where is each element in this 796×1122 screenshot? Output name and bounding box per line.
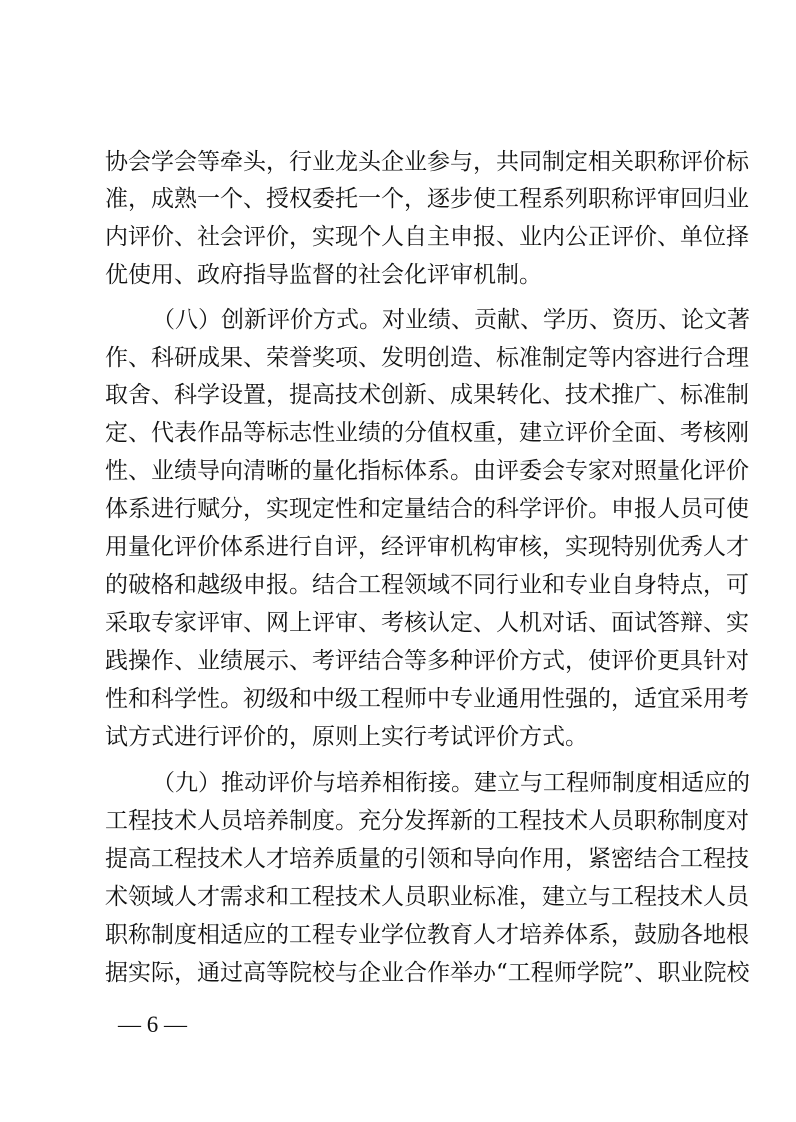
text-line-10: 体系进行赋分，实现定性和定量结合的科学评价。申报人员可使 xyxy=(105,496,749,522)
section-9-heading-line: （九）推动评价与培养相衔接。建立与工程师制度相适应的 xyxy=(152,770,750,796)
text-line-20: 术领域人才需求和工程技术人员职业标准，建立与工程技术人员 xyxy=(105,884,749,910)
text-line-15: 性和科学性。初级和中级工程师中专业通用性强的，适宜采用考 xyxy=(105,686,749,712)
page-number: — 6 — xyxy=(118,1012,187,1037)
text-line-12: 的破格和越级申报。结合工程领域不同行业和专业自身特点，可 xyxy=(105,572,749,598)
text-line-16: 试方式进行评价的，原则上实行考试评价方式。 xyxy=(105,724,588,750)
text-line-2: 准，成熟一个、授权委托一个，逐步使工程系列职称评审回归业 xyxy=(105,186,749,212)
text-line-6: 作、科研成果、荣誉奖项、发明创造、标准制定等内容进行合理 xyxy=(105,345,749,371)
text-line-14: 践操作、业绩展示、考评结合等多种评价方式，使评价更具针对 xyxy=(105,648,749,674)
text-line-13: 采取专家评审、网上评审、考核认定、人机对话、面试答辩、实 xyxy=(105,610,749,636)
text-line-7: 取舍、科学设置，提高技术创新、成果转化、技术推广、标准制 xyxy=(105,382,749,408)
text-line-8: 定、代表作品等标志性业绩的分值权重，建立评价全面、考核刚 xyxy=(105,420,749,446)
text-line-1: 协会学会等牵头，行业龙头企业参与，共同制定相关职称评价标 xyxy=(105,149,749,175)
section-8-heading-line: （八）创新评价方式。对业绩、贡献、学历、资历、论文著 xyxy=(152,307,750,333)
text-line-21: 职称制度相适应的工程专业学位教育人才培养体系，鼓励各地根 xyxy=(105,922,749,948)
text-line-3: 内评价、社会评价，实现个人自主申报、业内公正评价、单位择 xyxy=(105,224,749,250)
text-line-9: 性、业绩导向清晰的量化指标体系。由评委会专家对照量化评价 xyxy=(105,458,749,484)
text-line-11: 用量化评价体系进行自评，经评审机构审核，实现特别优秀人才 xyxy=(105,534,749,560)
text-line-18: 工程技术人员培养制度。充分发挥新的工程技术人员职称制度对 xyxy=(105,808,749,834)
text-line-4: 优使用、政府指导监督的社会化评审机制。 xyxy=(105,262,542,288)
text-line-19: 提高工程技术人才培养质量的引领和导向作用，紧密结合工程技 xyxy=(105,846,749,872)
text-line-22: 据实际，通过高等院校与企业合作举办“工程师学院”、职业院校 xyxy=(105,960,750,986)
